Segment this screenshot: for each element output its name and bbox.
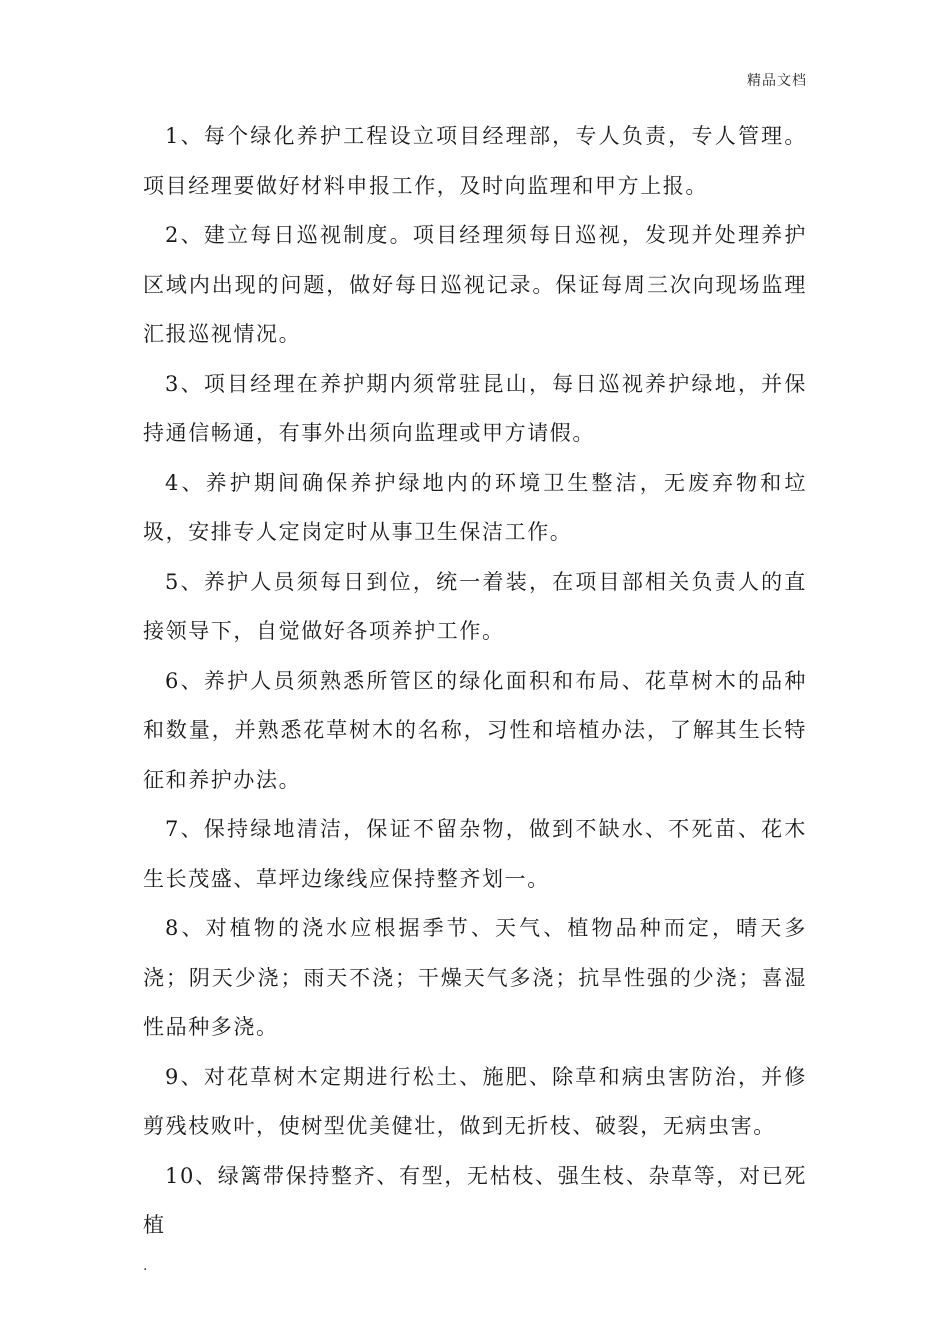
document-body [143, 112, 807, 1251]
paragraph-5: 5、养护人员须每日到位，统一着装，在项目部相关负责人的直接领导下，自觉做好各项养护工作。 [143, 569, 807, 643]
paragraph-1: 1、每个绿化养护工程设立项目经理部，专人负责，专人管理。项目经理要做好材料申报工作，及时向监理和甲方上报。 [143, 124, 807, 198]
paragraph-9: 9、对花草树木定期进行松土、施肥、除草和病虫害防治，并修剪残枝败叶，使树型优美健壮，做到无折枝、破裂，无病虫害。 [143, 1064, 807, 1138]
paragraph-6: 6、养护人员须熟悉所管区的绿化面积和布局、花草树木的品种和数量，并熟悉花草树木的名称，习性和培植办法，了解其生长特征和养护办法。 [143, 668, 807, 792]
paragraph-4: 4、养护期间确保养护绿地内的环境卫生整洁，无废弃物和垃圾，安排专人定岗定时从事卫生保洁工作。 [143, 470, 807, 544]
paragraph-2: 2、建立每日巡视制度。项目经理须每日巡视，发现并处理养护区域内出现的问题，做好每日巡视记录。保证每周三次向现场监理汇报巡视情况。 [143, 223, 807, 346]
paragraph-8: 8、对植物的浇水应根据季节、天气、植物品种而定，晴天多浇；阴天少浇；雨天不浇；干燥天气多浇；抗旱性强的少浇；喜湿性品种多浇。 [143, 916, 807, 1039]
paragraph-3: 3、项目经理在养护期内须常驻昆山，每日巡视养护绿地，并保持通信畅通，有事外出须向监理或甲方请假。 [143, 371, 807, 445]
page-header-label: 精品文档 [747, 73, 807, 89]
paragraph-10: 10、绿篱带保持整齐、有型，无枯枝、强生枝、杂草等，对已死植 [143, 1163, 807, 1237]
footer-mark: . [143, 1258, 148, 1274]
paragraph-7: 7、保持绿地清洁，保证不留杂物，做到不缺水、不死苗、花木生长茂盛、草坪边缘线应保持整齐划一。 [143, 817, 807, 891]
